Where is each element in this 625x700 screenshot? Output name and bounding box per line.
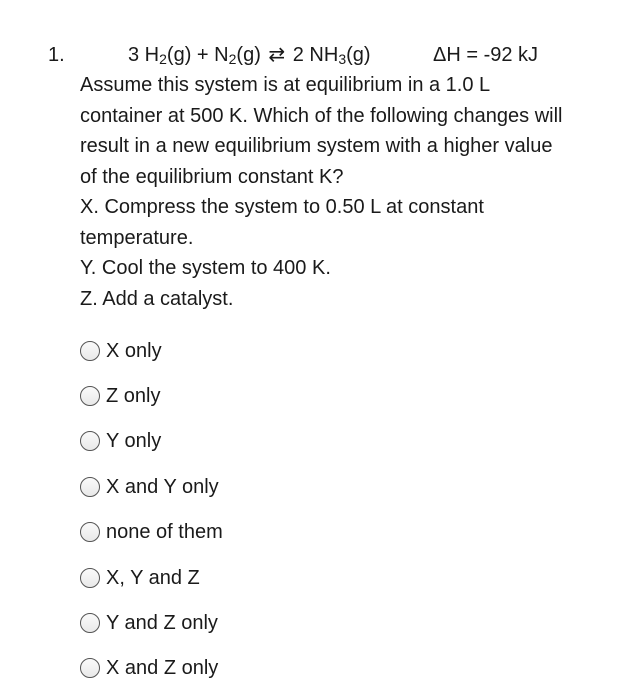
chemical-equation: [128, 40, 371, 70]
eq-state-n2: (g): [236, 44, 261, 66]
eq-product-nh3: 2 NH: [292, 44, 339, 66]
option-x-and-z-only[interactable]: [80, 646, 480, 691]
option-none-of-them[interactable]: [80, 510, 480, 555]
option-x-only[interactable]: [80, 328, 480, 373]
radio-button[interactable]: [80, 386, 100, 406]
eq-sub-nh3: 3: [338, 51, 347, 67]
question-number: 1.: [48, 44, 65, 66]
radio-button[interactable]: [80, 522, 100, 542]
radio-button[interactable]: [80, 477, 100, 497]
option-label[interactable]: X only: [106, 339, 162, 362]
statement-y: Y. Cool the system to 400 K.: [80, 257, 331, 279]
eq-reactant-h2: 3 H: [128, 44, 160, 66]
eq-state-nh3: (g): [346, 44, 371, 66]
statement-x: X. Compress the system to 0.50 L at constant: [80, 196, 484, 218]
option-x-y-and-z[interactable]: [80, 555, 480, 600]
statement-x-cont: temperature.: [80, 226, 194, 249]
stem-line: container at 500 K. Which of the following changes will: [80, 104, 563, 127]
option-label[interactable]: Y only: [106, 430, 162, 453]
radio-button[interactable]: [80, 341, 100, 361]
equilibrium-arrow-icon: ⇄: [268, 44, 286, 66]
option-y-only[interactable]: [80, 419, 480, 464]
option-x-and-y-only[interactable]: [80, 464, 480, 509]
option-label[interactable]: none of them: [106, 521, 223, 544]
option-y-and-z-only[interactable]: [80, 600, 480, 645]
option-label[interactable]: X and Y only: [106, 475, 219, 498]
option-label[interactable]: X, Y and Z: [106, 566, 200, 589]
eq-reactant-n2: (g) + N: [166, 44, 229, 66]
radio-button[interactable]: [80, 658, 100, 678]
stem-line: result in a new equilibrium system with a higher value: [80, 135, 553, 157]
radio-button[interactable]: [80, 613, 100, 633]
question-stem: [80, 70, 600, 314]
answer-options: [80, 328, 480, 691]
option-label[interactable]: X and Z only: [106, 657, 219, 680]
stem-line: Assume this system is at equilibrium in a 1.0 L: [80, 74, 491, 96]
eq-sub-n2: 2: [228, 51, 237, 67]
radio-button[interactable]: [80, 568, 100, 588]
eq-sub-h2: 2: [159, 51, 167, 67]
option-label[interactable]: Y and Z only: [106, 612, 218, 635]
option-z-only[interactable]: [80, 373, 480, 418]
stem-line: of the equilibrium constant K?: [80, 165, 344, 188]
radio-button[interactable]: [80, 431, 100, 451]
statement-z: Z. Add a catalyst.: [80, 287, 234, 310]
enthalpy-change: ΔH = -92 kJ: [433, 44, 539, 66]
option-label[interactable]: Z only: [106, 385, 161, 408]
